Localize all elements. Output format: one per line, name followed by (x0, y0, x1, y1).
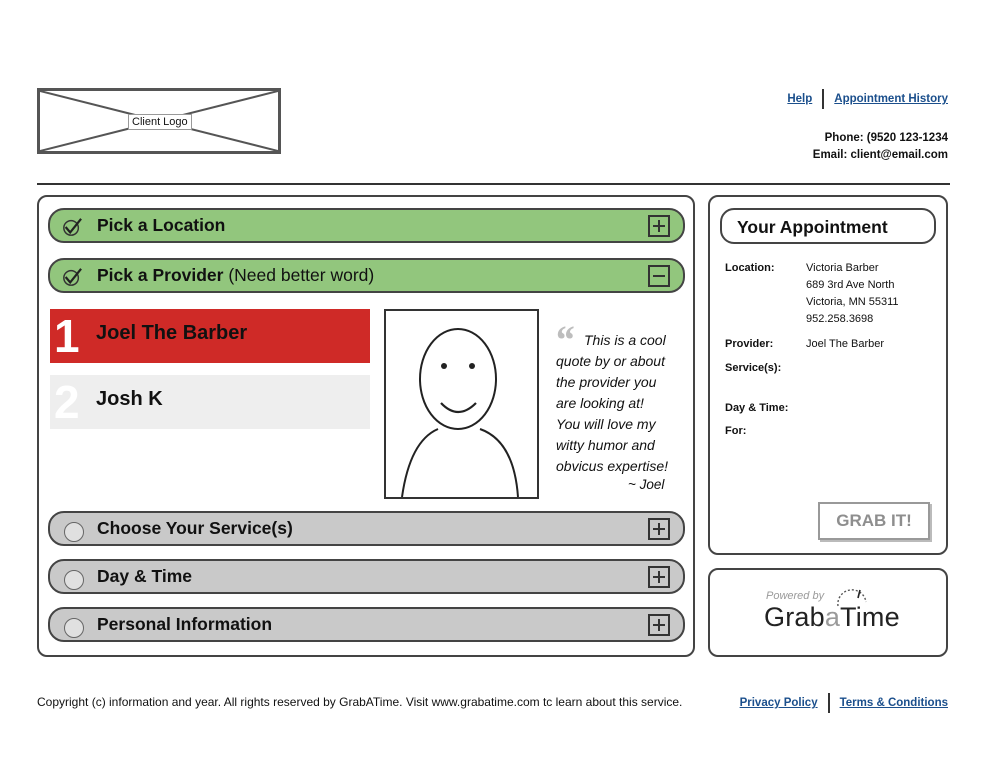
copyright-text: Copyright (c) information and year. All rights reserved by GrabATime. Visit www.grabatime.com tc learn about this service. (37, 695, 683, 709)
client-logo (37, 88, 281, 154)
privacy-policy-link[interactable]: Privacy Policy (739, 697, 818, 709)
provider-number: 2 (54, 376, 80, 428)
step-note: (Need better word) (223, 265, 375, 285)
step-title: Choose Your Service(s) (97, 518, 293, 538)
step-pick-provider[interactable] (48, 258, 685, 293)
location-value: Victoria Barber 689 3rd Ave North Victoria, MN 55311 952.258.3698 (806, 262, 899, 325)
powered-by-text: Powered by (766, 590, 825, 602)
grab-it-button[interactable]: GRAB IT! (818, 502, 930, 540)
provider-label: Provider: (725, 338, 774, 350)
link-divider (828, 693, 830, 713)
quote-author: ~ Joel (628, 477, 665, 492)
expand-plus-icon[interactable] (648, 215, 670, 237)
person-sketch-icon (386, 311, 537, 497)
step-title: Pick a Provider (Need better word) (97, 265, 375, 285)
step-title: Day & Time (97, 566, 192, 586)
location-label: Location: (725, 262, 775, 274)
terms-conditions-link[interactable]: Terms & Conditions (839, 697, 948, 709)
grabatime-logo: GrabaTime (764, 602, 900, 632)
step-pick-location[interactable] (48, 208, 685, 243)
provider-value: Joel The Barber (806, 338, 885, 350)
radio-empty-icon (64, 522, 84, 542)
quote-mark-icon: “ (554, 317, 574, 362)
contact-info (813, 130, 948, 164)
expand-plus-icon[interactable] (648, 518, 670, 540)
appointment-summary-panel (708, 195, 948, 555)
expand-plus-icon[interactable] (648, 566, 670, 588)
top-links (787, 89, 948, 109)
appointment-history-link[interactable]: Appointment History (834, 93, 948, 105)
provider-number: 1 (54, 310, 80, 362)
provider-photo (384, 309, 539, 499)
radio-empty-icon (64, 618, 84, 638)
provider-name: Josh K (96, 388, 163, 410)
help-link[interactable]: Help (787, 93, 813, 105)
collapse-minus-icon[interactable] (648, 265, 670, 287)
expand-plus-icon[interactable] (648, 614, 670, 636)
step-personal-information[interactable] (48, 607, 685, 642)
for-label: For: (725, 425, 747, 437)
radio-empty-icon (64, 570, 84, 590)
step-title: Personal Information (97, 614, 273, 634)
header-divider (37, 183, 950, 185)
services-label: Service(s): (725, 362, 782, 374)
step-title: Pick a Location (97, 215, 226, 235)
appointment-title: Your Appointment (720, 208, 936, 244)
phone-text: Phone: (9520 123-1234 (824, 132, 948, 144)
link-divider (822, 89, 824, 109)
check-circle-icon (62, 267, 82, 287)
step-choose-services[interactable] (48, 511, 685, 546)
provider-quote: This is a cool quote by or about the provider you are looking at! You will love my witty humor and obvicus expertise! (556, 332, 669, 474)
email-text: Email: client@email.com (812, 149, 948, 161)
check-circle-icon (62, 217, 82, 237)
footer-links (740, 693, 948, 713)
step-day-time[interactable] (48, 559, 685, 594)
client-logo-label: Client Logo (128, 114, 192, 130)
day-time-label: Day & Time: (725, 402, 789, 414)
provider-option-2[interactable] (50, 375, 370, 429)
provider-option-1[interactable] (50, 309, 370, 363)
provider-name: Joel The Barber (96, 322, 248, 344)
